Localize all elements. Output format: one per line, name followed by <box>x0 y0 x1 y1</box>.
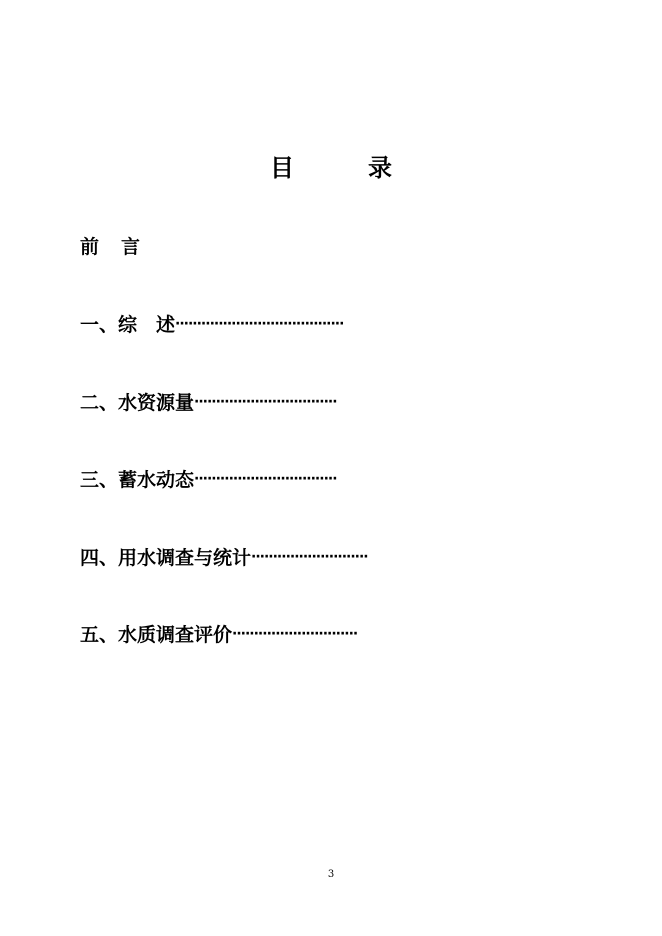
toc-entry-preface <box>80 234 140 260</box>
toc-title-char-2: 录 <box>368 154 392 182</box>
toc-entry-water-use-survey <box>80 545 420 571</box>
toc-entry-label: 五、水质调查评价 <box>80 624 233 646</box>
toc-title <box>0 152 662 184</box>
dot-leader: ··························· <box>251 549 368 565</box>
toc-entry-label: 一、综 述 <box>80 314 176 336</box>
toc-entry-label: 三、蓄水动态 <box>80 469 195 491</box>
dot-leader: ································· <box>194 471 337 487</box>
toc-entry-water-quality <box>80 622 420 648</box>
toc-entry-label: 四、用水调查与统计 <box>80 547 252 569</box>
dot-leader: ······································· <box>175 316 344 332</box>
toc-entry-overview <box>80 312 420 338</box>
dot-leader: ····························· <box>232 626 358 642</box>
toc-entry-storage-dynamics <box>80 467 420 493</box>
dot-leader: ································· <box>194 394 337 410</box>
preface-char-1: 前 <box>80 236 100 258</box>
toc-title-char-1: 目 <box>270 154 294 182</box>
preface-char-2: 言 <box>121 236 141 258</box>
toc-entry-water-resources <box>80 390 420 416</box>
toc-entry-label: 二、水资源量 <box>80 392 195 414</box>
page-number: 3 <box>327 869 335 880</box>
